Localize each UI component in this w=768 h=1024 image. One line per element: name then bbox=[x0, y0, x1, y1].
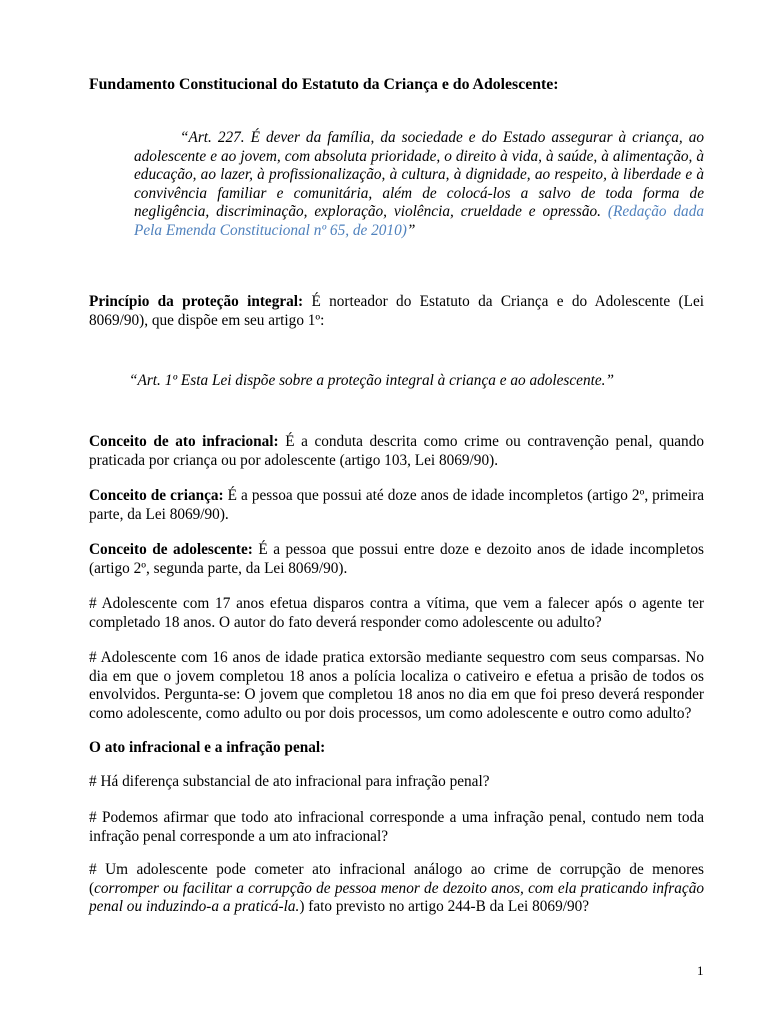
ato-infracional-label: Conceito de ato infracional: bbox=[89, 433, 279, 450]
document-title: Fundamento Constitucional do Estatuto da Criança e do Adolescente: bbox=[89, 76, 559, 93]
principio-paragraph bbox=[89, 293, 704, 330]
crianca-label: Conceito de criança: bbox=[89, 487, 224, 504]
question-5-end: ) fato previsto no artigo 244-B da Lei 8069/90? bbox=[299, 898, 590, 916]
art-227-text: “Art. 227. É dever da família, da sociedade e do Estado assegurar à criança, ao adolescente e ao jovem, com absoluta prioridade, o direito à vida, à saúde, à alimentação, à educação, ao lazer, à profissionalização, à cultura, à dignidade, ao respeito, à liberdade e à convivência familiar e comunitária, além de colocá-los a salvo de toda forma de negligência, discriminação, exploração, violência, crueldade e opressão. bbox=[134, 129, 704, 221]
principio-label: Princípio da proteção integral: bbox=[89, 293, 304, 310]
crianca-text: É a pessoa que possui até doze anos de idade incompletos (artigo 2º, primeira parte, da Lei 8069/90). bbox=[89, 487, 704, 523]
art-227-quote bbox=[134, 129, 704, 241]
page-number: 1 bbox=[697, 963, 704, 978]
question-2: # Adolescente com 16 anos de idade pratica extorsão mediante sequestro com seus comparsas. No dia em que o jovem completou 18 anos a polícia localiza o cativeiro e efetua a prisão de todos os envolvidos. Pergunta-se: O jovem que completou 18 anos no dia em que foi preso deverá responder como adolescente, como adulto ou por dois processos, um como adolescente e outro como adulto? bbox=[89, 649, 704, 722]
section-heading-ato-infracao: O ato infracional e a infração penal: bbox=[89, 739, 326, 756]
adolescente-text: É a pessoa que possui entre doze e dezoito anos de idade incompletos (artigo 2º, segunda parte, da Lei 8069/90). bbox=[89, 541, 704, 577]
principio-text: É norteador do Estatuto da Criança e do Adolescente (Lei 8069/90), que dispõe em seu artigo 1º: bbox=[89, 293, 704, 329]
ato-infracional-text: É a conduta descrita como crime ou contravenção penal, quando praticada por criança ou por adolescente (artigo 103, Lei 8069/90). bbox=[89, 433, 705, 469]
question-5 bbox=[89, 861, 704, 917]
crianca-paragraph bbox=[89, 487, 704, 524]
amendment-reference-link[interactable]: (Redação dada Pela Emenda Constitucional nº 65, de 2010) bbox=[134, 203, 705, 239]
question-5-start: # Um adolescente pode cometer ato infracional análogo ao crime de corrupção de menores ( bbox=[89, 861, 704, 897]
question-5-italic: corromper ou facilitar a corrupção de pessoa menor de dezoito anos, com ela praticando infração penal ou induzindo-a a praticá-la. bbox=[89, 879, 704, 916]
adolescente-paragraph bbox=[89, 541, 704, 578]
art-1-quote: “Art. 1º Esta Lei dispõe sobre a proteção integral à criança e ao adolescente.” bbox=[129, 372, 614, 389]
document-page bbox=[89, 0, 704, 1024]
question-3: # Há diferença substancial de ato infracional para infração penal? bbox=[89, 773, 490, 790]
ato-infracional-paragraph bbox=[89, 433, 704, 470]
adolescente-label: Conceito de adolescente: bbox=[89, 541, 253, 558]
art-227-close-quote: ” bbox=[406, 221, 416, 239]
question-4: # Podemos afirmar que todo ato infracional corresponde a uma infração penal, contudo nem toda infração penal corresponde a um ato infracional? bbox=[89, 809, 704, 845]
question-1: # Adolescente com 17 anos efetua disparos contra a vítima, que vem a falecer após o agente ter completado 18 anos. O autor do fato deverá responder como adolescente ou adulto? bbox=[89, 595, 704, 631]
